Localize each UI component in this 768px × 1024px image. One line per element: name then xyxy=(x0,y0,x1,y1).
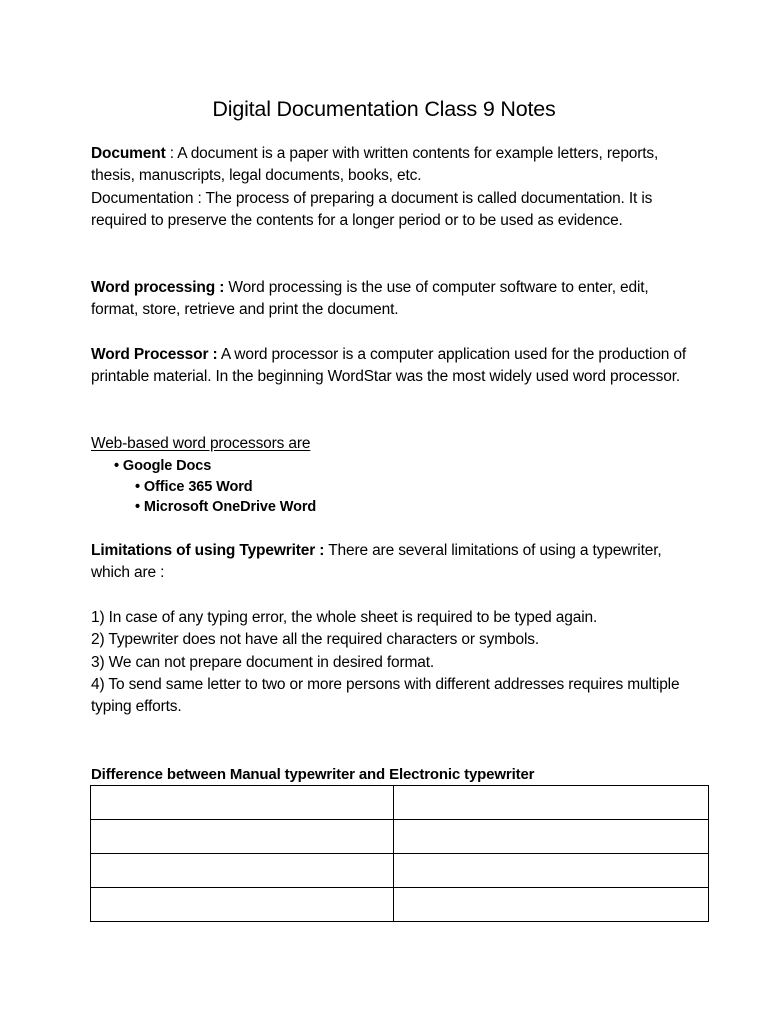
web-based-heading: Web-based word processors are xyxy=(91,435,311,452)
word-processing-term: Word processing : xyxy=(91,279,225,296)
table-cell xyxy=(394,820,709,854)
table-cell xyxy=(91,820,394,854)
word-processor-text: A word processor is a computer application used for the production of printable material. In the beginning WordStar was the most widely used word processor. xyxy=(91,346,687,386)
table-cell xyxy=(91,888,394,922)
word-processor-term: Word Processor : xyxy=(91,346,218,363)
table-cell xyxy=(394,786,709,820)
document-section xyxy=(91,143,691,232)
document-definition xyxy=(91,143,691,188)
table-row xyxy=(91,786,709,820)
word-processing-text: Word processing is the use of computer software to enter, edit, format, store, retrieve and print the document. xyxy=(91,279,649,319)
document-text: : A document is a paper with written contents for example letters, reports, thesis, manuscripts, legal documents, books, etc. xyxy=(91,145,659,185)
table-row xyxy=(91,854,709,888)
limitations-term: Limitations of using Typewriter : xyxy=(91,542,325,559)
document-term: Document xyxy=(91,145,166,162)
list-item: • Google Docs xyxy=(114,458,212,474)
list-item: • Microsoft OneDrive Word xyxy=(135,499,317,515)
limitation-point: 3) We can not prepare document in desired format. xyxy=(91,653,435,671)
limitations-list xyxy=(91,607,691,718)
table-cell xyxy=(91,786,394,820)
page-title: Digital Documentation Class 9 Notes xyxy=(212,97,556,121)
table-cell xyxy=(394,888,709,922)
word-processing-section xyxy=(91,277,691,322)
limitation-point: 4) To send same letter to two or more persons with different addresses requires multiple typing efforts. xyxy=(91,675,680,716)
table-cell xyxy=(91,854,394,888)
difference-table xyxy=(90,785,709,922)
table-caption: Difference between Manual typewriter and Electronic typewriter xyxy=(91,766,535,783)
web-based-section xyxy=(91,433,691,455)
table-row xyxy=(91,888,709,922)
word-processor-section xyxy=(91,344,691,389)
limitation-point: 2) Typewriter does not have all the required characters or symbols. xyxy=(91,631,539,649)
table-row xyxy=(91,820,709,854)
list-item: • Office 365 Word xyxy=(135,479,253,495)
limitation-point: 1) In case of any typing error, the whole sheet is required to be typed again. xyxy=(91,609,598,626)
documentation-definition: Documentation : The process of preparing a document is called documentation. It is required to preserve the contents for a longer period or to be used as evidence. xyxy=(91,189,653,229)
limitations-text: There are several limitations of using a typewriter, which are : xyxy=(91,542,662,582)
limitations-section xyxy=(91,540,691,585)
table-cell xyxy=(394,854,709,888)
